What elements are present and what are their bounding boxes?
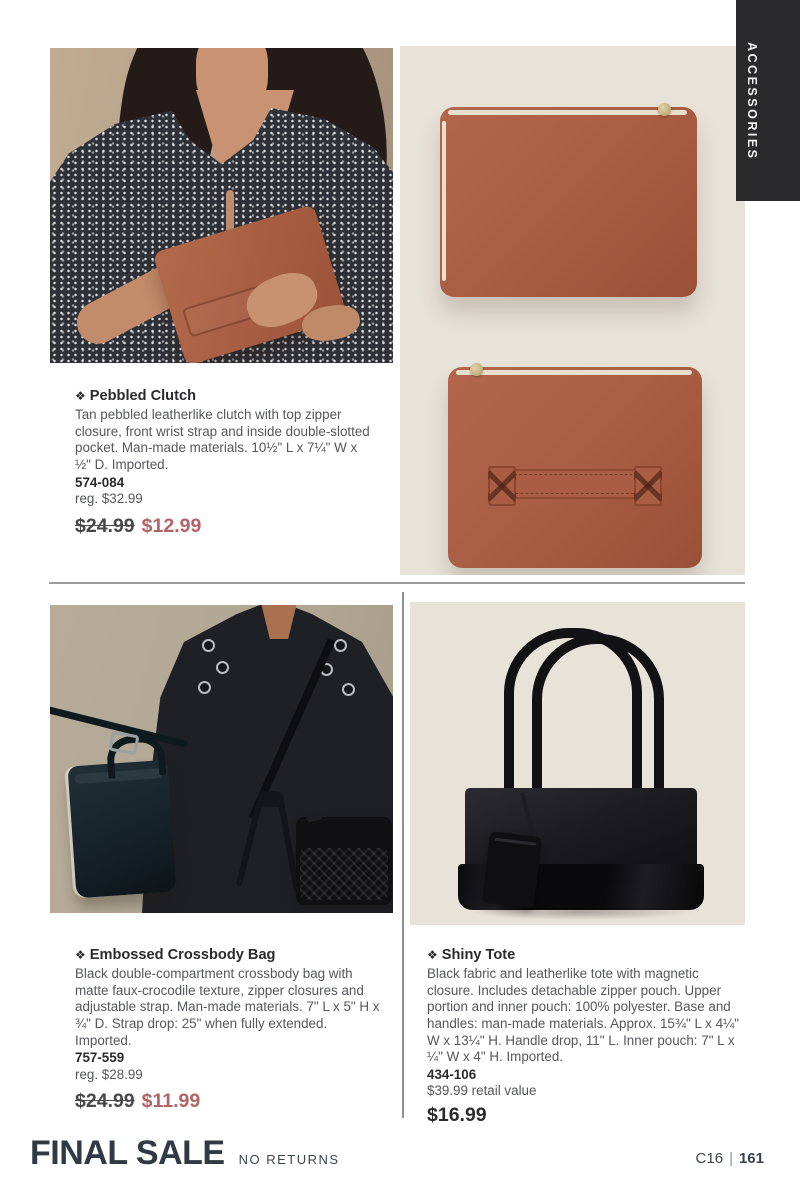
page-number-separator: | (729, 1150, 733, 1167)
product-panel-tote (410, 602, 745, 925)
page-number-value: 161 (738, 1150, 764, 1167)
product-info-crossbody (75, 946, 387, 1114)
product-reg-price: reg. $28.99 (75, 1066, 143, 1082)
crossbody-bag-product-still (68, 760, 177, 899)
no-returns-label: NO RETURNS (238, 1152, 340, 1167)
grommet-icon (216, 661, 229, 674)
product-info-pebbled-clutch (75, 387, 375, 538)
horizontal-divider (49, 582, 745, 584)
grommet-icon (198, 681, 211, 694)
category-tab (736, 0, 800, 201)
wrist-strap (492, 469, 658, 499)
old-price: $24.99 (75, 1090, 135, 1113)
zipper-side-tape (442, 121, 446, 281)
sale-price: $12.99 (141, 514, 202, 537)
product-panel-clutch (400, 46, 745, 575)
product-description: Black fabric and leatherlike tote with magnetic closure. Includes detachable zipper pouch. Upper portion and inner pouch: 100% polyester. Base and handles: man-made materials. Approx. 15¾" L x 4¼" W x 13¼" H. Handle drop, 11" L. Inner pouch: 7" L x ¼" W x 4" H. Imported. (427, 966, 739, 1065)
product-item-number: 757-559 (75, 1050, 125, 1066)
strap-stitch-right (634, 466, 662, 506)
grommet-icon (342, 683, 355, 696)
product-price: $16.99 (427, 1103, 487, 1126)
product-name (427, 946, 749, 964)
product-item-number: 574-084 (75, 474, 125, 490)
product-reg-price: reg. $32.99 (75, 491, 143, 507)
product-price-line (75, 1089, 387, 1113)
clutch-front-view-photo (448, 367, 702, 568)
detachable-zip-pouch (482, 831, 542, 909)
clutch-back-view-photo (440, 107, 697, 297)
zipper-pull-icon (658, 103, 671, 116)
zipper-tape (456, 370, 692, 375)
page-number (696, 1150, 764, 1167)
product-description: Black double-compartment crossbody bag with matte faux-crocodile texture, zipper closures and adjustable strap. Man-made materials. 7" L x 5" H x ¾" D. Strap drop: 25" when fully extended. Imported. (75, 966, 380, 1048)
model-photo-pebbled-clutch (50, 48, 393, 363)
old-price: $24.99 (75, 514, 135, 537)
product-name-text: Embossed Crossbody Bag (89, 947, 276, 963)
product-name-text: Pebbled Clutch (89, 388, 196, 404)
strap-stitch-left (488, 466, 516, 506)
product-info-tote (427, 946, 749, 1127)
diamond-marker-icon: ❖ (427, 948, 438, 962)
product-retail-value: $39.99 retail value (427, 1083, 537, 1099)
crossbody-bag (296, 817, 392, 905)
grommet-icon (202, 639, 215, 652)
product-description: Tan pebbled leatherlike clutch with top zipper closure, front wrist strap and inside double-slotted pocket. Man-made materials. 10½" L x 7¼" W x ½" D. Imported. (75, 407, 370, 472)
product-name (75, 387, 375, 405)
diamond-marker-icon: ❖ (75, 389, 86, 403)
category-tab-label: ACCESSORIES (745, 42, 759, 161)
product-name-text: Shiny Tote (441, 947, 516, 963)
grommet-icon (334, 639, 347, 652)
product-name (75, 946, 387, 964)
diamond-marker-icon: ❖ (75, 948, 86, 962)
product-price-line (75, 514, 375, 538)
zipper-tape (448, 110, 687, 115)
product-item-number: 434-106 (427, 1066, 477, 1082)
footer (30, 1134, 340, 1173)
model-photo-crossbody-bag (50, 605, 393, 913)
belt-knot (258, 791, 284, 807)
catalog-code: C16 (695, 1150, 724, 1167)
vertical-divider (402, 592, 404, 1118)
final-sale-headline: FINAL SALE (30, 1134, 225, 1172)
sale-price: $11.99 (141, 1090, 201, 1113)
zipper-pull-icon (470, 363, 483, 376)
tote-shadow (468, 904, 696, 920)
